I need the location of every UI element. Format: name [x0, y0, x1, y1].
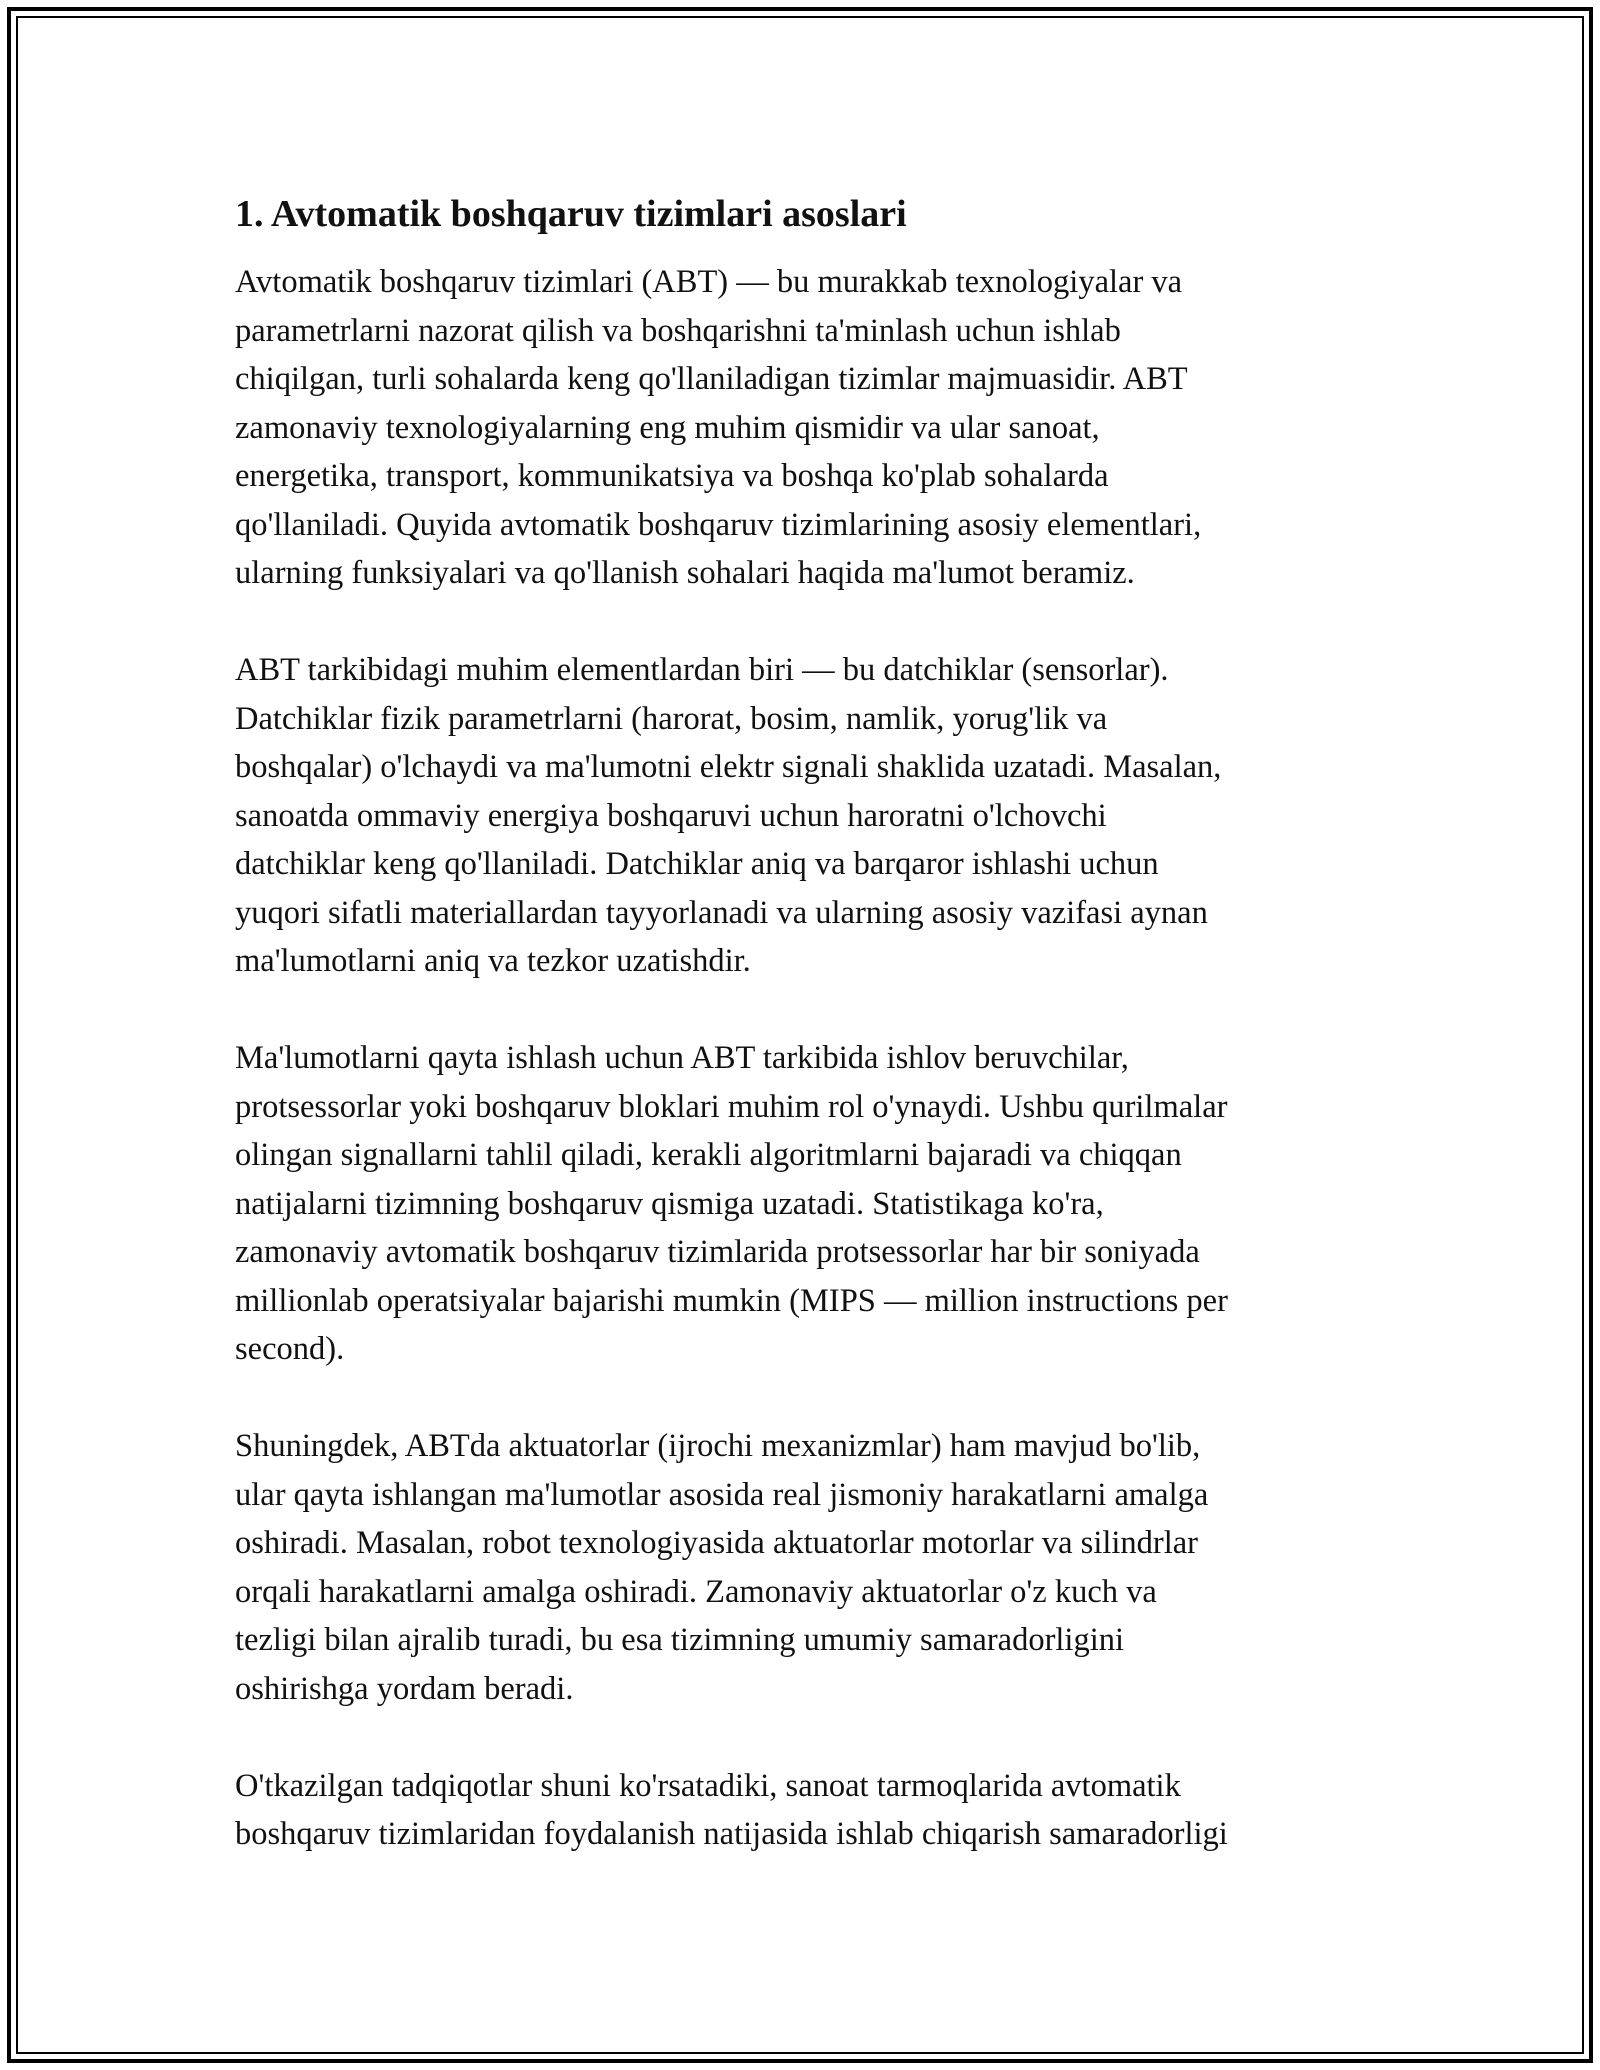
paragraph-line: ABT tarkibidagi muhim elementlardan biri — bu datchiklar (sensorlar).	[235, 652, 1169, 688]
paragraph-line: oshiradi. Masalan, robot texnologiyasida aktuatorlar motorlar va silindrlar	[235, 1525, 1199, 1561]
paragraph-intro	[235, 258, 1370, 598]
paragraph-sensors	[235, 646, 1370, 986]
paragraph-line: ular qayta ishlangan ma'lumotlar asosida real jismoniy harakatlarni amalga	[235, 1476, 1209, 1513]
paragraph-line: Avtomatik boshqaruv tizimlari (ABT) — bu murakkab texnologiyalar va	[235, 264, 1183, 300]
paragraph-line: O'tkazilgan tadqiqotlar shuni ko'rsatadiki, sanoat tarmoqlarida avtomatik	[235, 1767, 1181, 1804]
paragraph-line: boshqaruv tizimlaridan foydalanish natijasida ishlab chiqarish samaradorligi	[235, 1816, 1228, 1852]
paragraph-line: Datchiklar fizik parametrlarni (harorat, bosim, namlik, yorug'lik va	[235, 700, 1108, 737]
paragraph-line: chiqilgan, turli sohalarda keng qo'llaniladigan tizimlar majmuasidir. ABT	[235, 361, 1188, 397]
paragraph-line: Ma'lumotlarni qayta ishlash uchun ABT tarkibida ishlov beruvchilar,	[235, 1040, 1129, 1076]
paragraph-line: zamonaviy avtomatik boshqaruv tizimlarida protsessorlar har bir soniyada	[235, 1234, 1200, 1270]
paragraph-line: natijalarni tizimning boshqaruv qismiga uzatadi. Statistikaga ko'ra,	[235, 1185, 1104, 1222]
paragraph-line: parametrlarni nazorat qilish va boshqarishni ta'minlash uchun ishlab	[235, 312, 1121, 349]
paragraph-line: ularning funksiyalari va qo'llanish sohalari haqida ma'lumot beramiz.	[235, 555, 1135, 591]
paragraph-line: yuqori sifatli materiallardan tayyorlanadi va ularning asosiy vazifasi aynan	[235, 894, 1208, 931]
paragraph-line: zamonaviy texnologiyalarning eng muhim qismidir va ular sanoat,	[235, 409, 1100, 446]
document-body	[235, 180, 1370, 1907]
paragraph-line: olingan signallarni tahlil qiladi, kerakli algoritmlarni bajaradi va chiqqan	[235, 1137, 1182, 1173]
paragraph-line: energetika, transport, kommunikatsiya va boshqa ko'plab sohalarda	[235, 458, 1109, 494]
paragraph-line: ma'lumotlarni aniq va tezkor uzatishdir.	[235, 943, 751, 979]
paragraph-line: orqali harakatlarni amalga oshiradi. Zamonaviy aktuatorlar o'z kuch va	[235, 1573, 1157, 1610]
paragraph-actuators	[235, 1422, 1370, 1713]
paragraph-line: sanoatda ommaviy energiya boshqaruvi uchun haroratni o'lchovchi	[235, 797, 1107, 834]
paragraph-processors	[235, 1034, 1370, 1374]
paragraph-line: protsessorlar yoki boshqaruv bloklari muhim rol o'ynaydi. Ushbu qurilmalar	[235, 1088, 1228, 1125]
paragraph-line: tezligi bilan ajralib turadi, bu esa tizimning umumiy samaradorligini	[235, 1622, 1125, 1658]
paragraph-line: boshqalar) o'lchaydi va ma'lumotni elektr signali shaklida uzatadi. Masalan,	[235, 749, 1222, 785]
section-heading: 1. Avtomatik boshqaruv tizimlari asoslari	[235, 193, 907, 235]
paragraph-line: millionlab operatsiyalar bajarishi mumkin (MIPS — million instructions per	[235, 1282, 1228, 1319]
paragraph-line: oshirishga yordam beradi.	[235, 1670, 574, 1707]
paragraph-line: qo'llaniladi. Quyida avtomatik boshqaruv tizimlarining asosiy elementlari,	[235, 506, 1202, 543]
paragraph-line: datchiklar keng qo'llaniladi. Datchiklar aniq va barqaror ishlashi uchun	[235, 846, 1159, 882]
paragraph-line: Shuningdek, ABTda aktuatorlar (ijrochi mexanizmlar) ham mavjud bo'lib,	[235, 1428, 1201, 1464]
paragraph-research	[235, 1762, 1370, 1859]
paragraph-line: second).	[235, 1331, 345, 1367]
